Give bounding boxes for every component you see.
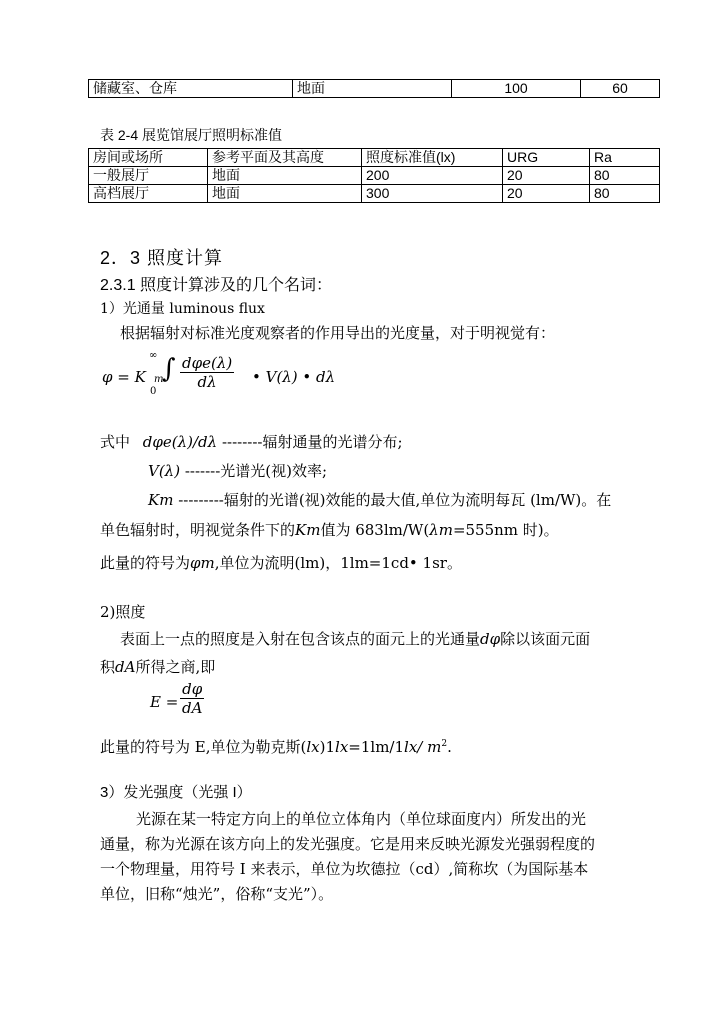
where-line-2 <box>148 460 327 482</box>
monochromatic-line <box>100 519 559 541</box>
text-run: 表面上一点的照度是入射在包含该点的面元上的光通量 <box>120 630 481 648</box>
symbol-lx: lx <box>335 738 349 756</box>
formula-lhs: E = <box>150 693 179 711</box>
text-run: 此量的符号为 E,单位为勒克斯( <box>100 738 307 756</box>
fraction-denominator: dA <box>182 699 203 717</box>
table-cell: 200 <box>362 167 503 185</box>
item3-heading: 3）发光强度（光强 I） <box>100 784 252 801</box>
text-run: 值为 683lm/W( <box>320 521 430 539</box>
table-cell: 300 <box>362 185 503 203</box>
table-header-cell: 照度标准值(lx) <box>362 149 503 167</box>
section-title: 2．3 照度计算 <box>100 248 224 268</box>
intensity-paragraph-line: 光源在某一特定方向上的单位立体角内（单位球面度内）所发出的光 <box>136 810 587 828</box>
text-run: )1 <box>319 738 336 756</box>
section-subtitle: 2.3.1 照度计算涉及的几个名词： <box>100 277 333 294</box>
symbol-spectral-flux: dφe(λ)/dλ <box>142 433 218 451</box>
superscript: 2 <box>441 739 448 749</box>
table-row <box>89 80 660 98</box>
symbol-per-m: / m <box>417 738 442 756</box>
table-cell: 地面 <box>208 167 362 185</box>
text-run: 除以该面元面 <box>500 630 591 648</box>
item1-description: 根据辐射对标准光度观察者的作用导出的光度量，对于明视觉有： <box>120 324 556 342</box>
symbol-lambda-m: λm <box>429 521 453 539</box>
table-cell: 地面 <box>293 80 452 98</box>
text-run: =555nm 时)。 <box>452 521 559 539</box>
table-cell: 80 <box>590 185 660 203</box>
formula-lhs: φ = K <box>102 368 146 386</box>
table-cell: 储藏室、仓库 <box>89 80 293 98</box>
symbol-dA: dA <box>115 658 136 676</box>
item2-heading: 2)照度 <box>100 603 146 621</box>
illuminance-unit-line <box>100 733 452 758</box>
table-header-row <box>89 149 660 167</box>
intensity-paragraph-line: 一个物理量，用符号 I 来表示，单位为坎德拉（cd）,简称坎（为国际基本 <box>100 860 589 878</box>
symbol-phi-m: φm <box>190 554 215 572</box>
formula-rhs: • V(λ) • dλ <box>252 368 336 386</box>
table-header-cell: Ra <box>590 149 660 167</box>
where-label: 式中 <box>100 433 131 451</box>
table-row <box>89 185 660 203</box>
symbol-dphi: dφ <box>480 630 501 648</box>
illuminance-paragraph-line-2 <box>100 656 215 678</box>
table-header-cell: 参考平面及其高度 <box>208 149 362 167</box>
text-run: . <box>447 738 452 756</box>
integral-upper-limit: ∞ <box>149 350 158 361</box>
table-24 <box>88 148 660 203</box>
item1-heading: 1）光通量 luminous flux <box>100 301 265 317</box>
illuminance-paragraph-line-1 <box>120 628 590 650</box>
table-caption: 表 2-4 展览馆展厅照明标准值 <box>100 127 283 143</box>
table-cell: 20 <box>503 167 590 185</box>
table-prev-fragment <box>88 79 660 98</box>
table-cell: 60 <box>581 80 660 98</box>
formula-subscript: m <box>154 374 164 385</box>
table-header-cell: 房间或场所 <box>89 149 208 167</box>
table-cell: 20 <box>503 185 590 203</box>
intensity-paragraph-line: 通量，称为光源在该方向上的发光强度。它是用来反映光源发光强弱程度的 <box>100 835 596 853</box>
fraction-numerator: dφe(λ) <box>182 354 233 372</box>
fraction-denominator: dλ <box>197 373 217 391</box>
table-row <box>89 167 660 185</box>
table-header-cell: URG <box>503 149 590 167</box>
definition-efficiency: -------光谱光(视)效率; <box>184 462 328 480</box>
text-run: 此量的符号为 <box>100 554 191 572</box>
flux-unit-line <box>100 552 462 574</box>
integral-sign: ∫ <box>162 354 176 384</box>
symbol-efficiency: V(λ) <box>148 462 181 480</box>
text-run: 单色辐射时，明视觉条件下的 <box>100 521 296 539</box>
symbol-lx: lx <box>404 738 418 756</box>
table-cell: 地面 <box>208 185 362 203</box>
definition-spectral-flux: --------辐射通量的光谱分布; <box>221 433 403 451</box>
symbol-lx: lx <box>306 738 320 756</box>
table-cell: 高档展厅 <box>89 185 208 203</box>
table-cell: 100 <box>452 80 581 98</box>
symbol-km: Km <box>148 491 174 509</box>
definition-km: ---------辐射的光谱(视)效能的最大值,单位为流明每瓦 (lm/W)。在 <box>178 491 612 509</box>
fraction-numerator: dφ <box>180 680 204 699</box>
symbol-km: Km <box>295 521 321 539</box>
integral-lower-limit: 0 <box>150 386 157 397</box>
intensity-paragraph-line: 单位，旧称“烛光”，俗称“支光”）。 <box>100 885 334 903</box>
table-cell: 一般展厅 <box>89 167 208 185</box>
where-line-1 <box>100 431 403 453</box>
text-run: =1lm/1 <box>348 738 405 756</box>
where-line-3 <box>148 489 611 511</box>
table-cell: 80 <box>590 167 660 185</box>
formula-fraction <box>180 354 234 391</box>
text-run: ,单位为流明(lm)，1lm=1cd• 1sr。 <box>214 554 462 572</box>
formula-fraction <box>180 680 204 717</box>
text-run: 积 <box>100 658 116 676</box>
text-run: 所得之商,即 <box>135 658 216 676</box>
